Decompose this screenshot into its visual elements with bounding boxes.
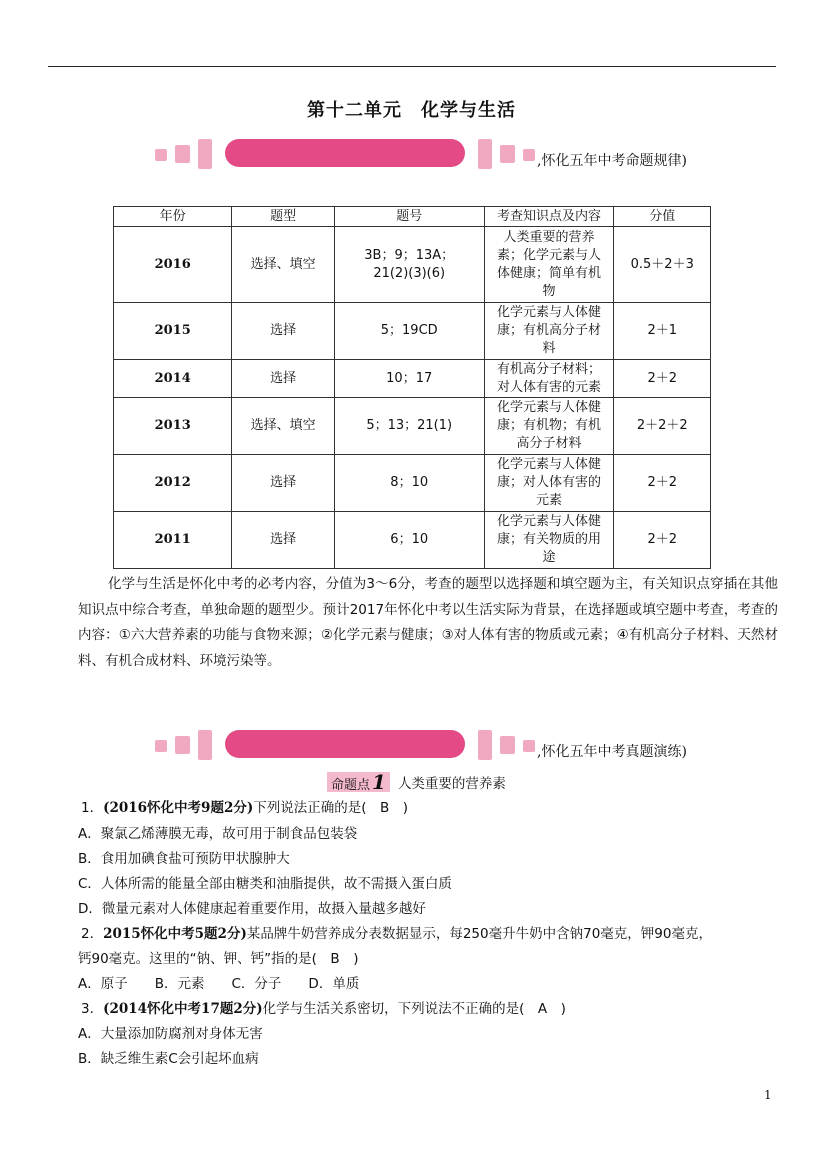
question-3-option: A．大量添加防腐剂对身体无害 bbox=[78, 1026, 263, 1042]
content-line: 化学元素与人体健 bbox=[497, 457, 602, 472]
score-cell: 2＋1 bbox=[614, 303, 711, 360]
analysis-paragraph bbox=[78, 572, 778, 674]
banner-square bbox=[198, 139, 212, 169]
content-line: 化学元素与人体健 bbox=[497, 514, 602, 529]
year-cell: 2011 bbox=[114, 512, 232, 569]
content-line: 料 bbox=[542, 341, 556, 356]
content-cell bbox=[484, 227, 614, 303]
content-line: 高分子材料 bbox=[516, 436, 582, 451]
table-header-cell: 年份 bbox=[114, 207, 232, 227]
type-cell: 选择 bbox=[232, 455, 334, 512]
numbers-cell bbox=[334, 398, 484, 455]
score-cell: 2＋2 bbox=[614, 455, 711, 512]
year-cell: 2015 bbox=[114, 303, 232, 360]
question-1-option: D．微量元素对人体健康起着重要作用，故摄入量越多越好 bbox=[78, 901, 426, 917]
type-cell: 选择 bbox=[232, 303, 334, 360]
table-row bbox=[114, 398, 711, 455]
question-2-stem bbox=[78, 924, 783, 944]
content-cell bbox=[484, 360, 614, 398]
banner-square bbox=[523, 740, 535, 752]
content-line: 有机高分子材料； bbox=[497, 361, 602, 377]
question-2-stem-cont: 钙90毫克。这里的“钠、钾、钙”指的是( B ) bbox=[78, 951, 359, 967]
content-cell bbox=[484, 455, 614, 512]
banner-square bbox=[155, 149, 167, 161]
content-cell bbox=[484, 398, 614, 455]
topic-tag-number: 1 bbox=[372, 770, 386, 794]
table-row bbox=[114, 227, 711, 303]
content-line: 元素 bbox=[536, 493, 563, 508]
question-number: 1． bbox=[81, 800, 104, 816]
content-line: 化学元素与人体健 bbox=[497, 400, 602, 415]
banner-square bbox=[478, 730, 492, 760]
numbers-cell bbox=[334, 303, 484, 360]
banner-pill bbox=[225, 730, 465, 758]
question-1-option: C．人体所需的能量全部由糖类和油脂提供，故不需摄入蛋白质 bbox=[78, 876, 452, 892]
banner-square bbox=[500, 736, 515, 754]
numbers-line: 3B；9；13A； bbox=[364, 247, 455, 263]
content-line: 物 bbox=[542, 283, 556, 299]
content-line: 体健康；简单有机 bbox=[497, 265, 602, 281]
exam-rules-table bbox=[113, 206, 711, 569]
numbers-cell bbox=[334, 227, 484, 303]
table-header-cell: 分值 bbox=[614, 207, 711, 227]
table-row bbox=[114, 512, 711, 569]
numbers-line: 6；10 bbox=[390, 532, 429, 547]
content-line: 化学元素与人体健 bbox=[497, 305, 602, 320]
type-cell: 选择、填空 bbox=[232, 227, 334, 303]
topic-heading bbox=[327, 772, 506, 792]
numbers-cell bbox=[334, 360, 484, 398]
numbers-cell bbox=[334, 455, 484, 512]
question-3-option: B．缺乏维生素C会引起坏血病 bbox=[78, 1051, 259, 1067]
page-title: 第十二单元 化学与生活 bbox=[307, 100, 516, 121]
question-number: 2． bbox=[81, 926, 104, 942]
page-number: 1 bbox=[764, 1088, 772, 1102]
table-header-cell: 考查知识点及内容 bbox=[484, 207, 614, 227]
content-cell bbox=[484, 512, 614, 569]
banner-square bbox=[478, 139, 492, 169]
table-header-row bbox=[114, 207, 711, 227]
numbers-line: 8；10 bbox=[390, 475, 429, 490]
question-3-stem bbox=[78, 999, 783, 1019]
table-row bbox=[114, 303, 711, 360]
numbers-cell bbox=[334, 512, 484, 569]
score-cell: 2＋2 bbox=[614, 512, 711, 569]
banner-square bbox=[175, 145, 190, 163]
content-line: 康；对人体有害的 bbox=[497, 475, 602, 490]
year-cell: 2012 bbox=[114, 455, 232, 512]
banner-square bbox=[198, 730, 212, 760]
score-cell: 0.5＋2＋3 bbox=[614, 227, 711, 303]
content-line: 对人体有害的元素 bbox=[497, 379, 602, 395]
banner-square bbox=[175, 736, 190, 754]
content-line: 途 bbox=[542, 550, 556, 565]
numbers-line: 21(2)(3)(6) bbox=[373, 265, 446, 281]
content-line: 素；化学元素与人 bbox=[497, 247, 602, 263]
header-rule bbox=[48, 66, 776, 67]
question-number: 3． bbox=[81, 1001, 104, 1017]
year-cell: 2016 bbox=[114, 227, 232, 303]
question-text: 下列说法正确的是( B ) bbox=[253, 800, 409, 816]
question-text: 某品牌牛奶营养成分表数据显示，每250毫升牛奶中含钠70毫克，钾90毫克， bbox=[246, 926, 712, 942]
content-line: 康；有机物；有机 bbox=[497, 418, 602, 433]
banner-caption: ,怀化五年中考真题演练) bbox=[537, 744, 687, 760]
type-cell: 选择 bbox=[232, 512, 334, 569]
section-banner-practice bbox=[155, 728, 687, 768]
question-1-option: B．食用加碘食盐可预防甲状腺肿大 bbox=[78, 851, 290, 867]
score-cell: 2＋2 bbox=[614, 360, 711, 398]
topic-tag bbox=[327, 772, 390, 792]
numbers-line: 10；17 bbox=[386, 370, 433, 386]
banner-square bbox=[500, 145, 515, 163]
question-source: (2014怀化中考17题2分) bbox=[103, 1001, 263, 1017]
question-2-options: A．原子 B．元素 C．分子 D．单质 bbox=[78, 976, 360, 992]
section-banner-rules bbox=[155, 137, 687, 177]
question-source: 2015怀化中考5题2分) bbox=[103, 926, 247, 942]
banner-caption: ,怀化五年中考命题规律) bbox=[537, 153, 687, 169]
table-row bbox=[114, 360, 711, 398]
table-header-cell: 题号 bbox=[334, 207, 484, 227]
content-cell bbox=[484, 303, 614, 360]
year-cell: 2014 bbox=[114, 360, 232, 398]
table-header-cell: 题型 bbox=[232, 207, 334, 227]
question-1-stem bbox=[78, 798, 783, 818]
content-line: 康；有关物质的用 bbox=[497, 532, 602, 547]
banner-square bbox=[523, 149, 535, 161]
content-line: 康；有机高分子材 bbox=[497, 323, 602, 338]
year-cell: 2013 bbox=[114, 398, 232, 455]
numbers-line: 5；19CD bbox=[380, 323, 438, 338]
table-row bbox=[114, 455, 711, 512]
numbers-line: 5；13；21(1) bbox=[366, 418, 453, 433]
type-cell: 选择、填空 bbox=[232, 398, 334, 455]
banner-square bbox=[155, 740, 167, 752]
question-text: 化学与生活关系密切，下列说法不正确的是( A ) bbox=[262, 1001, 566, 1017]
score-cell: 2＋2＋2 bbox=[614, 398, 711, 455]
banner-pill bbox=[225, 139, 465, 167]
question-1-option: A．聚氯乙烯薄膜无毒，故可用于制食品包装袋 bbox=[78, 826, 358, 842]
question-source: (2016怀化中考9题2分) bbox=[103, 800, 254, 816]
content-line: 人类重要的营养 bbox=[503, 229, 595, 245]
analysis-text: 化学与生活是怀化中考的必考内容，分值为3～6分，考查的题型以选择题和填空题为主，有关知识点穿插在其他知识点中综合考查，单独命题的题型少。预计2017年怀化中考以生活实际为背景，在选择题或填空题中考查，考查的内容：①六大营养素的功能与食物来源；②化学元素与健康；③对人体有害的物质或元素；④有机高分子材料、天然材料、有机合成材料、环境污染等。 bbox=[78, 576, 778, 669]
topic-tag-label: 命题点 bbox=[331, 778, 371, 793]
type-cell: 选择 bbox=[232, 360, 334, 398]
topic-name: 人类重要的营养素 bbox=[397, 776, 506, 792]
